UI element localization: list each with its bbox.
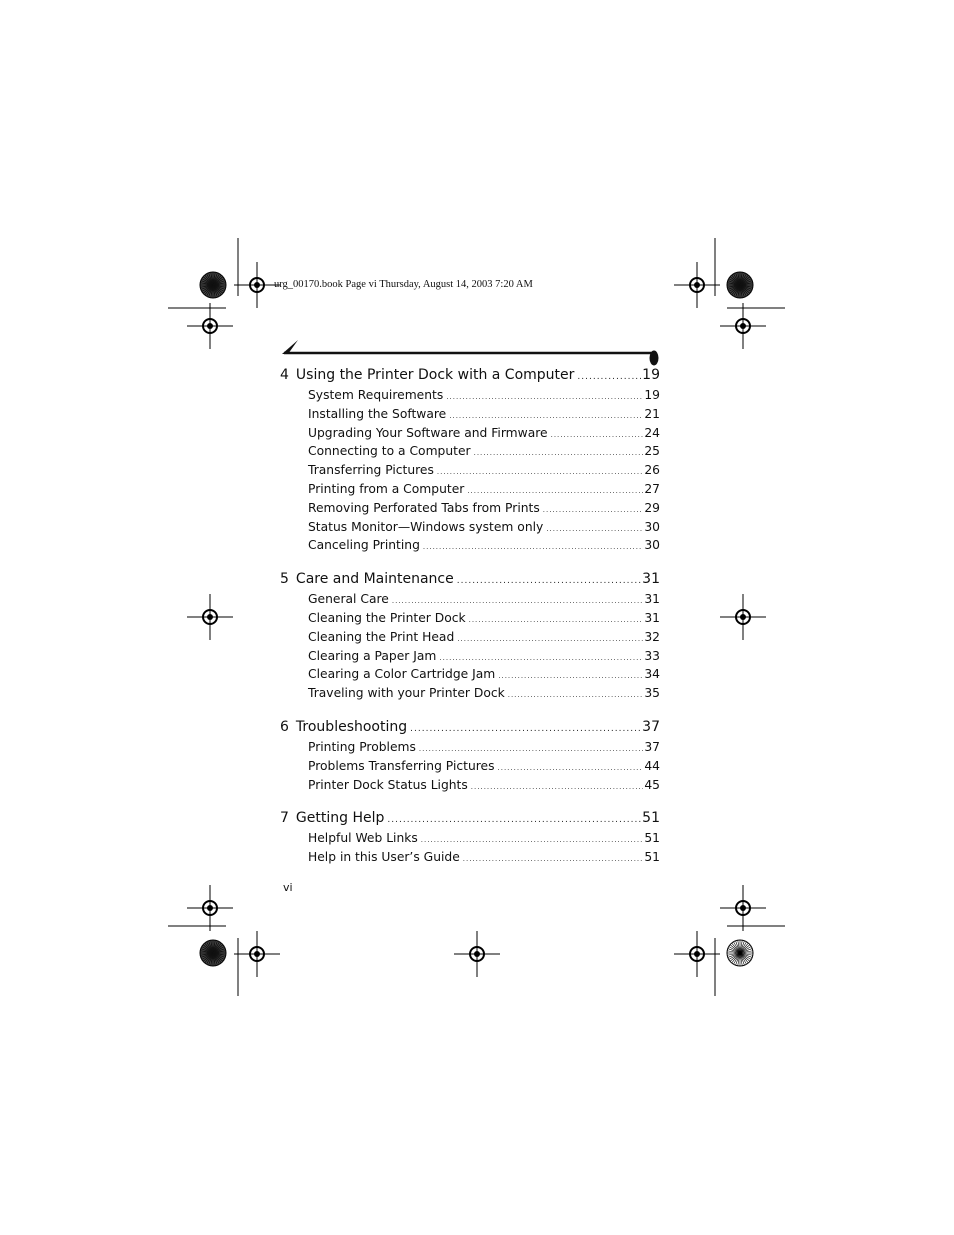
gray-wheel-icon (200, 940, 226, 966)
dot-leader (546, 520, 643, 539)
toc-chapter (280, 568, 660, 703)
page-number: 30 (644, 519, 660, 534)
dot-leader (446, 388, 643, 407)
toc-chapter-entry[interactable] (280, 364, 660, 386)
page-number: 19 (642, 367, 660, 383)
section-title: Printing from a Computer (308, 481, 465, 496)
page-number: 31 (644, 592, 660, 607)
registration-mark-icon (187, 885, 233, 931)
page-number: 44 (644, 758, 660, 773)
page-number: 19 (644, 388, 660, 402)
registration-mark-icon (454, 931, 500, 977)
toc-chapter-entry[interactable] (280, 568, 660, 590)
toc-section-entry[interactable] (280, 424, 660, 443)
toc-section-entry[interactable] (280, 628, 660, 647)
section-title: System Requirements (308, 388, 444, 402)
chapter-number: 7 (280, 810, 289, 827)
page-number: 34 (644, 667, 660, 682)
section-title: Installing the Software (308, 406, 447, 421)
toc-section-entry[interactable] (280, 829, 660, 848)
toc-section-entry[interactable] (280, 776, 660, 795)
toc-chapter-entry[interactable] (280, 807, 660, 829)
toc-chapter (280, 716, 660, 794)
dot-leader (543, 501, 644, 520)
toc-section-entry[interactable] (280, 647, 660, 666)
registration-mark-icon (720, 885, 766, 931)
page-number: 21 (644, 406, 660, 421)
registration-mark-icon (234, 931, 280, 977)
registration-mark-icon (674, 931, 720, 977)
page-number: 31 (644, 610, 660, 625)
page-number: 51 (644, 850, 660, 865)
page-number: 51 (644, 831, 660, 846)
registration-mark-icon (187, 594, 233, 640)
toc-section-entry[interactable] (280, 609, 660, 628)
dot-leader (498, 667, 643, 686)
registration-mark-icon (187, 303, 233, 349)
toc-chapter (280, 807, 660, 867)
toc-section-entry[interactable] (280, 386, 660, 405)
section-title: Clearing a Paper Jam (308, 648, 437, 663)
section-title: General Care (308, 592, 389, 607)
toc-section-entry[interactable] (280, 480, 660, 499)
page-number: 26 (644, 463, 660, 478)
chapter-title: Troubleshooting (295, 718, 408, 735)
page-number: 45 (644, 777, 660, 792)
color-wheel-icon (727, 940, 753, 966)
page-number: 29 (644, 500, 660, 515)
section-title: Canceling Printing (308, 538, 420, 553)
section-title: Help in this User’s Guide (308, 850, 460, 865)
gray-wheel-icon (727, 272, 753, 298)
dot-leader (457, 570, 641, 592)
dot-leader (463, 850, 644, 869)
section-title: Upgrading Your Software and Firmware (308, 425, 548, 440)
chapter-title: Using the Printer Dock with a Computer (295, 367, 575, 383)
page-number: 25 (644, 444, 660, 459)
section-title: Connecting to a Computer (308, 444, 471, 459)
toc-section-entry[interactable] (280, 757, 660, 776)
toc-section-entry[interactable] (280, 590, 660, 609)
dot-leader (577, 366, 641, 388)
section-title: Cleaning the Print Head (308, 629, 455, 644)
section-title: Clearing a Color Cartridge Jam (308, 667, 496, 682)
toc-section-entry[interactable] (280, 405, 660, 424)
toc-chapter-entry[interactable] (280, 716, 660, 738)
dot-leader (469, 611, 644, 630)
dot-leader (471, 778, 644, 797)
registration-mark-icon (674, 262, 720, 308)
page-number: 27 (644, 481, 660, 496)
dot-leader (437, 463, 643, 482)
chapter-number: 6 (280, 718, 289, 735)
section-title: Helpful Web Links (308, 831, 418, 846)
section-title: Status Monitor—Windows system only (308, 519, 544, 534)
dot-leader (457, 630, 643, 649)
section-title: Traveling with your Printer Dock (308, 686, 505, 701)
page-number: 24 (644, 425, 660, 440)
toc-section-entry[interactable] (280, 442, 660, 461)
page-number: 51 (642, 810, 660, 827)
gray-wheel-icon (200, 272, 226, 298)
dot-leader (410, 718, 641, 740)
section-title: Removing Perforated Tabs from Prints (308, 500, 540, 515)
dot-leader (387, 809, 641, 831)
chapter-number: 5 (280, 571, 289, 588)
dot-leader (423, 538, 643, 557)
chapter-number: 4 (280, 367, 289, 383)
toc-section-entry[interactable] (280, 461, 660, 480)
page-number: 37 (644, 739, 660, 754)
registration-mark-icon (720, 303, 766, 349)
registration-mark-icon (720, 594, 766, 640)
dot-leader (508, 686, 644, 705)
section-title: Problems Transferring Pictures (308, 758, 495, 773)
page-number: 32 (644, 629, 660, 644)
dot-leader (474, 444, 644, 463)
section-title: Cleaning the Printer Dock (308, 610, 466, 625)
table-of-contents (280, 364, 660, 880)
toc-section-entry[interactable] (280, 499, 660, 518)
toc-section-entry[interactable] (280, 738, 660, 757)
page-number: 37 (642, 718, 660, 735)
page-number: 33 (644, 648, 660, 663)
dot-leader (551, 426, 644, 445)
toc-chapter (280, 364, 660, 555)
page-number: 31 (642, 571, 660, 588)
section-title: Printer Dock Status Lights (308, 777, 468, 792)
page-folio: vi (283, 881, 293, 894)
toc-section-entry[interactable] (280, 684, 660, 703)
page-number: 30 (644, 538, 660, 553)
page-number: 35 (644, 686, 660, 701)
toc-section-entry[interactable] (280, 536, 660, 555)
chapter-title: Getting Help (295, 810, 385, 827)
toc-section-entry[interactable] (280, 848, 660, 867)
chapter-title: Care and Maintenance (295, 571, 454, 588)
toc-section-entry[interactable] (280, 518, 660, 537)
toc-section-entry[interactable] (280, 665, 660, 684)
dot-leader (498, 759, 644, 778)
print-header: urg_00170.book Page vi Thursday, August 14, 2003 7:20 AM (274, 279, 533, 290)
section-title: Printing Problems (308, 739, 416, 754)
section-title: Transferring Pictures (308, 463, 434, 478)
